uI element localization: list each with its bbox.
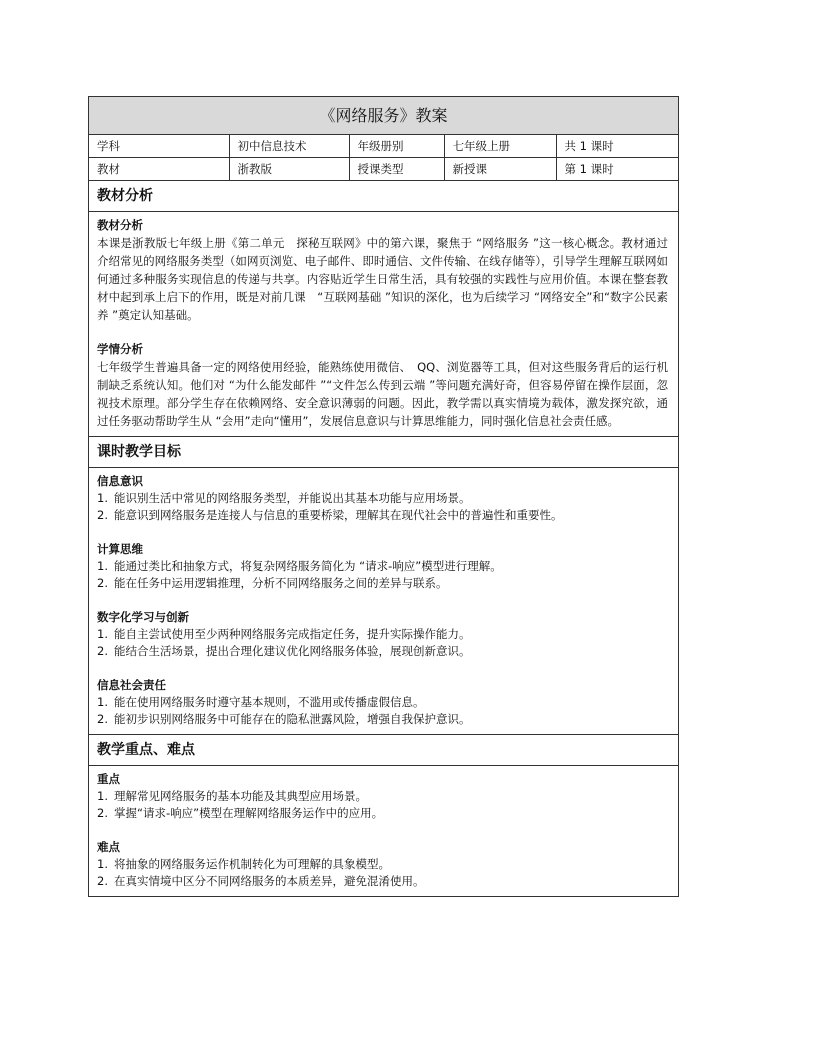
list-number: 1. — [97, 559, 108, 573]
list-item — [97, 873, 668, 890]
lesson-plan-document — [88, 96, 679, 897]
list-text: 能在任务中运用逻辑推理，分析不同网络服务之间的差异与联系。 — [114, 576, 448, 590]
numbered-list — [97, 558, 668, 592]
subheading: 教材分析 — [97, 218, 143, 232]
list-number: 2. — [97, 712, 108, 726]
list-text: 理解常见网络服务的基本功能及其典型应用场景。 — [114, 789, 367, 803]
list-item — [97, 856, 668, 873]
list-item — [97, 788, 668, 805]
info-cell: 新授课 — [444, 158, 556, 181]
list-text: 能识别生活中常见的网络服务类型，并能说出其基本功能与应用场景。 — [114, 491, 471, 505]
list-number: 2. — [97, 508, 108, 522]
info-cell: 学科 — [89, 135, 229, 158]
list-text: 能通过类比和抽象方式，将复杂网络服务简化为 “请求-响应”模型进行理解。 — [114, 559, 502, 573]
info-table — [89, 135, 678, 181]
document-title: 《网络服务》教案 — [89, 97, 678, 135]
info-cell: 初中信息技术 — [229, 135, 349, 158]
list-item — [97, 805, 668, 822]
subheading: 学情分析 — [97, 342, 143, 356]
list-text: 能初步识别网络服务中可能存在的隐私泄露风险，增强自我保护意识。 — [114, 712, 471, 726]
section-heading-objectives: 课时教学目标 — [89, 437, 678, 468]
list-number: 1. — [97, 789, 108, 803]
info-row — [89, 158, 678, 181]
subheading: 难点 — [97, 840, 120, 854]
list-number: 2. — [97, 644, 108, 658]
section-body-objectives — [89, 468, 678, 735]
list-number: 2. — [97, 576, 108, 590]
info-cell: 教材 — [89, 158, 229, 181]
subheading: 信息社会责任 — [97, 678, 166, 692]
info-cell: 共 1 课时 — [556, 135, 678, 158]
subheading: 计算思维 — [97, 542, 143, 556]
list-number: 1. — [97, 627, 108, 641]
numbered-list — [97, 788, 668, 822]
list-item — [97, 711, 668, 728]
section-heading-materials: 教材分析 — [89, 181, 678, 212]
list-item — [97, 643, 668, 660]
paragraph: 本课是浙教版七年级上册《第二单元 探秘互联网》中的第六课，聚焦于 “网络服务 ”这一核心概念。教材通过介绍常见的网络服务类型（如网页浏览、电子邮件、即时通信、文件传输、在线存储等），引导学生理解互联网如何通过多种服务实现信息的传递与共享。内容贴近学生日常生活，具有较强的实践性与应用价值。本课在整套教材中起到承上启下的作用，既是对前几课 “互联网基础 ”知识的深化，也为后续学习 “网络安全”和“数字公民素养 ”奠定认知基础。 — [97, 236, 668, 322]
list-item — [97, 626, 668, 643]
list-text: 掌握“请求-响应”模型在理解网络服务运作中的应用。 — [114, 806, 384, 820]
info-cell: 年级册别 — [349, 135, 444, 158]
info-cell: 第 1 课时 — [556, 158, 678, 181]
list-item — [97, 694, 668, 711]
list-text: 能自主尝试使用至少两种网络服务完成指定任务，提升实际操作能力。 — [114, 627, 471, 641]
list-number: 1. — [97, 857, 108, 871]
list-text: 能意识到网络服务是连接人与信息的重要桥梁，理解其在现代社会中的普遍性和重要性。 — [114, 508, 563, 522]
list-number: 1. — [97, 695, 108, 709]
list-item — [97, 558, 668, 575]
list-number: 2. — [97, 874, 108, 888]
list-text: 在真实情境中区分不同网络服务的本质差异，避免混淆使用。 — [114, 874, 425, 888]
numbered-list — [97, 694, 668, 728]
numbered-list — [97, 490, 668, 524]
section-body-materials — [89, 212, 678, 437]
info-row — [89, 135, 678, 158]
subheading: 信息意识 — [97, 474, 143, 488]
subheading: 数字化学习与创新 — [97, 610, 189, 624]
list-number: 2. — [97, 806, 108, 820]
list-number: 1. — [97, 491, 108, 505]
section-body-key-points — [89, 766, 678, 896]
list-text: 能结合生活场景，提出合理化建议优化网络服务体验，展现创新意识。 — [114, 644, 471, 658]
section-heading-key-points: 教学重点、难点 — [89, 735, 678, 766]
subheading: 重点 — [97, 772, 120, 786]
info-cell: 授课类型 — [349, 158, 444, 181]
info-cell: 七年级上册 — [444, 135, 556, 158]
list-item — [97, 507, 668, 524]
list-item — [97, 575, 668, 592]
numbered-list — [97, 626, 668, 660]
list-text: 将抽象的网络服务运作机制转化为可理解的具象模型。 — [114, 857, 390, 871]
numbered-list — [97, 856, 668, 890]
paragraph: 七年级学生普遍具备一定的网络使用经验，能熟练使用微信、 QQ、浏览器等工具，但对这些服务背后的运行机制缺乏系统认知。他们对 “为什么能发邮件 ”“文件怎么传到云端 ”等问题充满好奇，但容易停留在操作层面，忽视技术原理。部分学生存在依赖网络、安全意识薄弱的问题。因此，教学需以真实情境为载体，激发探究欲，通过任务驱动帮助学生从 “会用”走向“懂用”，发展信息意识与计算思维能力，同时强化信息社会责任感。 — [97, 360, 668, 428]
info-cell: 浙教版 — [229, 158, 349, 181]
list-item — [97, 490, 668, 507]
list-text: 能在使用网络服务时遵守基本规则，不滥用或传播虚假信息。 — [114, 695, 425, 709]
